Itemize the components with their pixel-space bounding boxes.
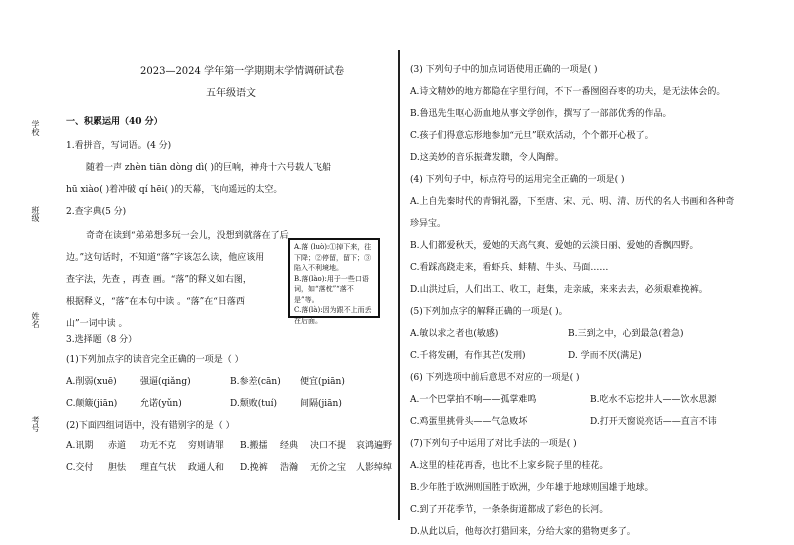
q3-2-row2-g: 无价之宝 — [310, 463, 347, 473]
exam-subject: 五年级语文 — [206, 88, 256, 99]
q3-2-row1-d: 穷则请罪 — [188, 441, 225, 451]
q3-2-row1-f: 经典 — [280, 441, 299, 451]
q3-4-opt-c: C.看踩高跷走来，看虾兵、蚌精、牛头、马面…… — [410, 263, 609, 273]
name-label: 姓名 — [31, 312, 40, 328]
q3-6-opt-b: B.吃水不忘挖井人——饮水思源 — [590, 395, 717, 405]
q3-3-opt-a: A.诗文精妙的地方都隐在字里行间，不下一番囫囵吞枣的功夫，是无法体会的。 — [410, 87, 726, 97]
q3-5-opt-b: B.三到之中，心到最急(着急) — [568, 329, 684, 339]
q2-line3: 查字法，先查 ，再查 画。“落”的释义如右图， — [66, 275, 252, 285]
q2-line4: 根据释义，“落”在本句中读 。“落”在“日落西 — [66, 297, 245, 307]
q3-2-row2-c: 理直气状 — [140, 463, 177, 473]
q3-1-opt-d: D.颓败(tuí) — [230, 399, 278, 409]
q3-2-row2-d: 政通人和 — [188, 463, 225, 473]
q3-6-opt-c: C.鸡蛋里挑骨头——气急败坏 — [410, 417, 528, 427]
q3-4-stem: (4) 下列句子中，标点符号的运用完全正确的一项是( ) — [410, 175, 625, 185]
q3-2-row2-f: 浩瀚 — [280, 463, 299, 473]
q3-7-stem: (7)下列句子中运用了对比手法的一项是( ) — [410, 439, 577, 449]
q3-3-opt-b: B.鲁迅先生呕心沥血地从事文学创作，撰写了一部部优秀的作品。 — [410, 109, 672, 119]
column-divider — [398, 50, 400, 520]
dictionary-box — [288, 238, 380, 325]
q3-1-opt-c: C.颠簸(jiān) — [66, 399, 118, 409]
q1-line2: hū xiào( )着冲破 qí hēi( )的天幕，飞向遥远的太空。 — [66, 185, 283, 195]
q1-line1: 随着一声 zhèn tiān dòng dì( )的巨响，神舟十六号载人飞船 — [86, 163, 332, 173]
q3-6-opt-a: A.一个巴掌拍不响——孤掌难鸣 — [410, 395, 537, 405]
q2-title: 2.查字典(5 分) — [66, 207, 127, 217]
q3-4-opt-d: D.山洪过后，人们出工、收工，赶集，走亲戚，来来去去，必须艰难挽裤。 — [410, 285, 708, 295]
q3-1-opt-b2: 便宜(piān) — [300, 377, 345, 387]
dict-entry-a: A.落 (luò):①掉下来，往下降；②停留，留下；③陷入不利境地。 — [294, 243, 372, 272]
q3-3-stem: (3) 下列句子中的加点词语使用正确的一项是( ) — [410, 65, 598, 75]
section-heading: 一、积累运用（40 分） — [66, 117, 163, 127]
q3-7-opt-a: A.这里的桂花再香，也比不上家乡院子里的桂花。 — [410, 461, 609, 471]
q1-title: 1.看拼音，写词语。(4 分) — [66, 141, 172, 151]
exam-number-label: 考号 — [31, 416, 40, 432]
q3-2-row1-h: 哀鸿遍野 — [356, 441, 393, 451]
q3-2-row1-b: 赤道 — [108, 441, 127, 451]
q3-2-row2-b: 胆怯 — [108, 463, 127, 473]
q3-2-row2-a: C.交付 — [66, 463, 94, 473]
q3-3-opt-c: C.孩子们得意忘形地参加“元旦”联欢活动，个个都开心极了。 — [410, 131, 654, 141]
q3-1-stem: (1)下列加点字的读音完全正确的一项是（ ） — [66, 355, 244, 365]
q3-1-opt-b: B.参差(cān) — [230, 377, 281, 387]
q3-6-opt-d: D.打开天窗说亮话——直言不讳 — [590, 417, 717, 427]
q3-2-row1-a: A.讯期 — [66, 441, 94, 451]
q3-4-opt-b: B.人们都爱秋天，爱她的天高气爽、爱她的云淡日丽、爱她的香飘四野。 — [410, 241, 699, 251]
q2-line2: 边。”这句话时，不知道“落”字该怎么读，他应该用 — [66, 253, 265, 263]
exam-title: 2023—2024 学年第一学期期末学情调研试卷 — [140, 66, 345, 77]
class-label: 班级 — [31, 206, 40, 222]
q3-6-stem: (6) 下列选项中前后意思不对应的一项是( ) — [410, 373, 580, 383]
q3-2-row1-e: B.搬擂 — [240, 441, 268, 451]
q2-line5: 山”一词中读 。 — [66, 319, 128, 329]
q3-3-opt-d: D.这美妙的音乐振聋发聩，令人陶醉。 — [410, 153, 564, 163]
q3-1-opt-a: A.削弱(xuē) — [66, 377, 117, 387]
q3-5-stem: (5)下列加点字的解释正确的一项是( )。 — [410, 307, 568, 317]
q3-5-opt-c: C.千将发硎，有作其芒(发刑) — [410, 351, 526, 361]
q3-7-opt-d: D.从此以后，他每次打猎回来，分给大家的猎物更多了。 — [410, 527, 636, 537]
q2-line1: 奇奇在读到“弟弟想多玩一会儿，没想到就落在了后 — [86, 231, 289, 241]
q3-4-opt-a-cont: 珍异宝。 — [410, 219, 447, 229]
dict-entry-b: B.落(lào):用于一些口语词，如“落枕”“落不是”等。 — [294, 274, 369, 304]
q3-2-row1-g: 决口不提 — [310, 441, 347, 451]
q3-5-opt-a: A.敏以求之者也(敏感) — [410, 329, 499, 339]
q3-1-opt-c2: 允诺(yǔn) — [140, 399, 182, 409]
q3-2-stem: (2)下面四组词语中，没有错别字的是（ ） — [66, 421, 235, 431]
q3-5-opt-d: D. 学而不厌(满足) — [568, 351, 642, 361]
q3-2-row2-e: D.挽裤 — [240, 463, 268, 473]
q3-1-opt-a2: 强逼(qiǎng) — [140, 377, 191, 387]
q3-7-opt-b: B.少年胜于欧洲则国胜于欧洲，少年雄于地球则国雄于地球。 — [410, 483, 654, 493]
q3-2-row1-c: 功无不克 — [140, 441, 177, 451]
q3-title: 3.选择题（8 分） — [66, 335, 138, 345]
q3-2-row2-h: 人影绰绰 — [356, 463, 393, 473]
q3-1-opt-d2: 间隔(jiān) — [300, 399, 342, 409]
q3-7-opt-c: C.到了开花季节，一条条街道都成了彩色的长河。 — [410, 505, 609, 515]
q3-4-opt-a: A.上自先秦时代的青铜礼器，下至唐、宋、元、明、清、历代的名人书画和各种奇 — [410, 197, 735, 207]
dict-entry-c: C.落(là):因为跟不上而丢在后面。 — [294, 306, 372, 325]
school-label: 学校 — [31, 120, 40, 136]
